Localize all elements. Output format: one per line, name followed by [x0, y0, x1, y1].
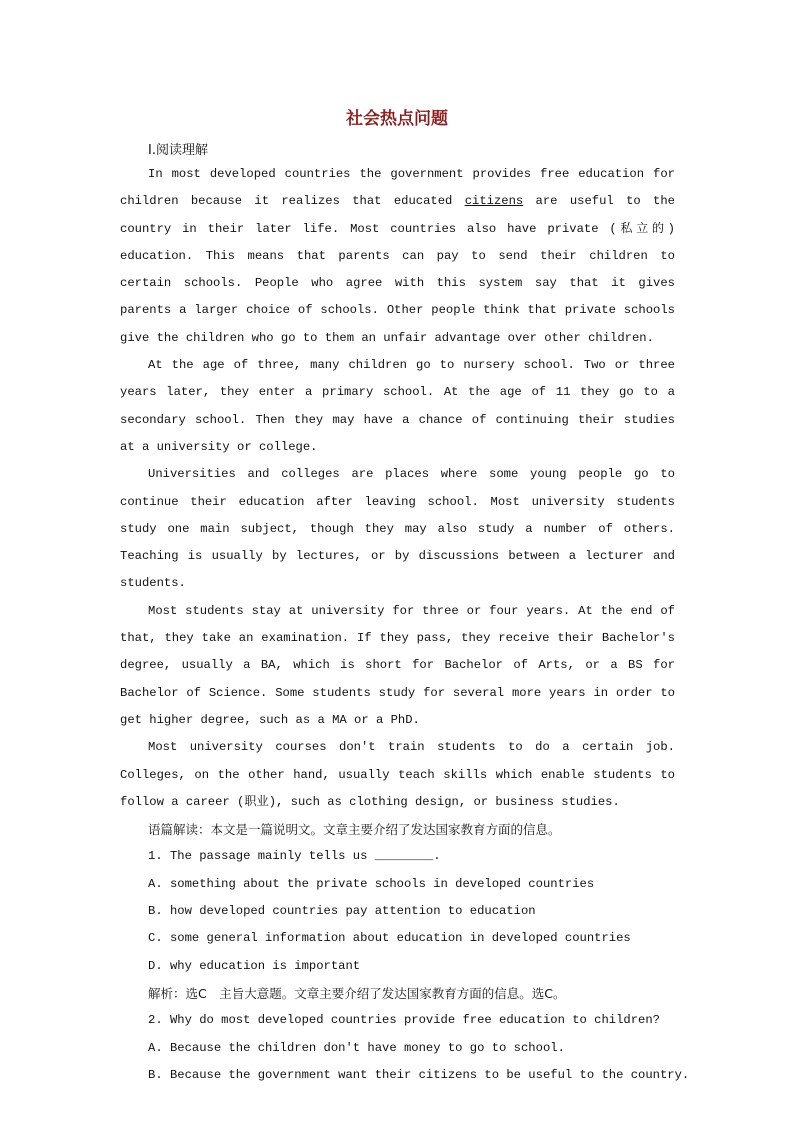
question-2-option-a: A. Because the children don't have money to go to school. [148, 1040, 565, 1055]
page-title: 社会热点问题 [346, 109, 448, 129]
paragraph-1 [120, 161, 675, 352]
section-heading: Ⅰ.阅读理解 [148, 143, 208, 158]
question-1-option-c: C. some general information about education in developed countries [148, 931, 631, 946]
question-1-option-a: A. something about the private schools in developed countries [148, 876, 595, 891]
question-1-explanation: 解析：选C 主旨大意题。文章主要介绍了发达国家教育方面的信息。选C。 [148, 985, 566, 1001]
question-1-option-b: B. how developed countries pay attention to education [148, 904, 536, 919]
paragraph-1-text-a: In most developed countries the government provides free education for children because it realizes that educated [120, 167, 675, 209]
underlined-word: citizens [464, 194, 524, 209]
paragraph-3: Universities and colleges are places where some young people go to continue their education after leaving school. Most university students study one main subject, though they may also study a number of others. Teaching is usually by lectures, or by discussions between a lecturer and students. [120, 467, 675, 591]
passage-body [120, 161, 690, 1089]
passage-analysis: 语篇解读：本文是一篇说明文。文章主要介绍了发达国家教育方面的信息。 [148, 822, 561, 838]
question-1-option-d: D. why education is important [148, 958, 361, 973]
question-2-stem: 2. Why do most developed countries provide free education to children? [148, 1013, 660, 1028]
paragraph-2: At the age of three, many children go to nursery school. Two or three years later, they enter a primary school. At the age of 11 they go to a secondary school. Then they may have a chance of continuing their studies at a university or college. [120, 358, 675, 454]
question-2-option-b: B. Because the government want their citizens to be useful to the country. [148, 1067, 690, 1082]
paragraph-1-text-b: are useful to the country in their later life. Most countries also have private (私立的) education. This means that parents can pay to send their children to certain schools. People who agree with this system say that it gives parents a larger choice of schools. Other people think that private schools give the children who go to them an unfair advantage over other children. [120, 194, 675, 345]
paragraph-4: Most students stay at university for three or four years. At the end of that, they take an examination. If they pass, they receive their Bachelor's degree, usually a BA, which is short for Bachelor of Arts, or a BS for Bachelor of Science. Some students study for several more years in order to get higher degree, such as a MA or a PhD. [120, 603, 675, 727]
paragraph-5: Most university courses don't train students to do a certain job. Colleges, on the other hand, usually teach skills which enable students to follow a career (职业), such as clothing design, or business studies. [120, 740, 675, 809]
question-1-stem: 1. The passage mainly tells us ________. [148, 849, 441, 864]
